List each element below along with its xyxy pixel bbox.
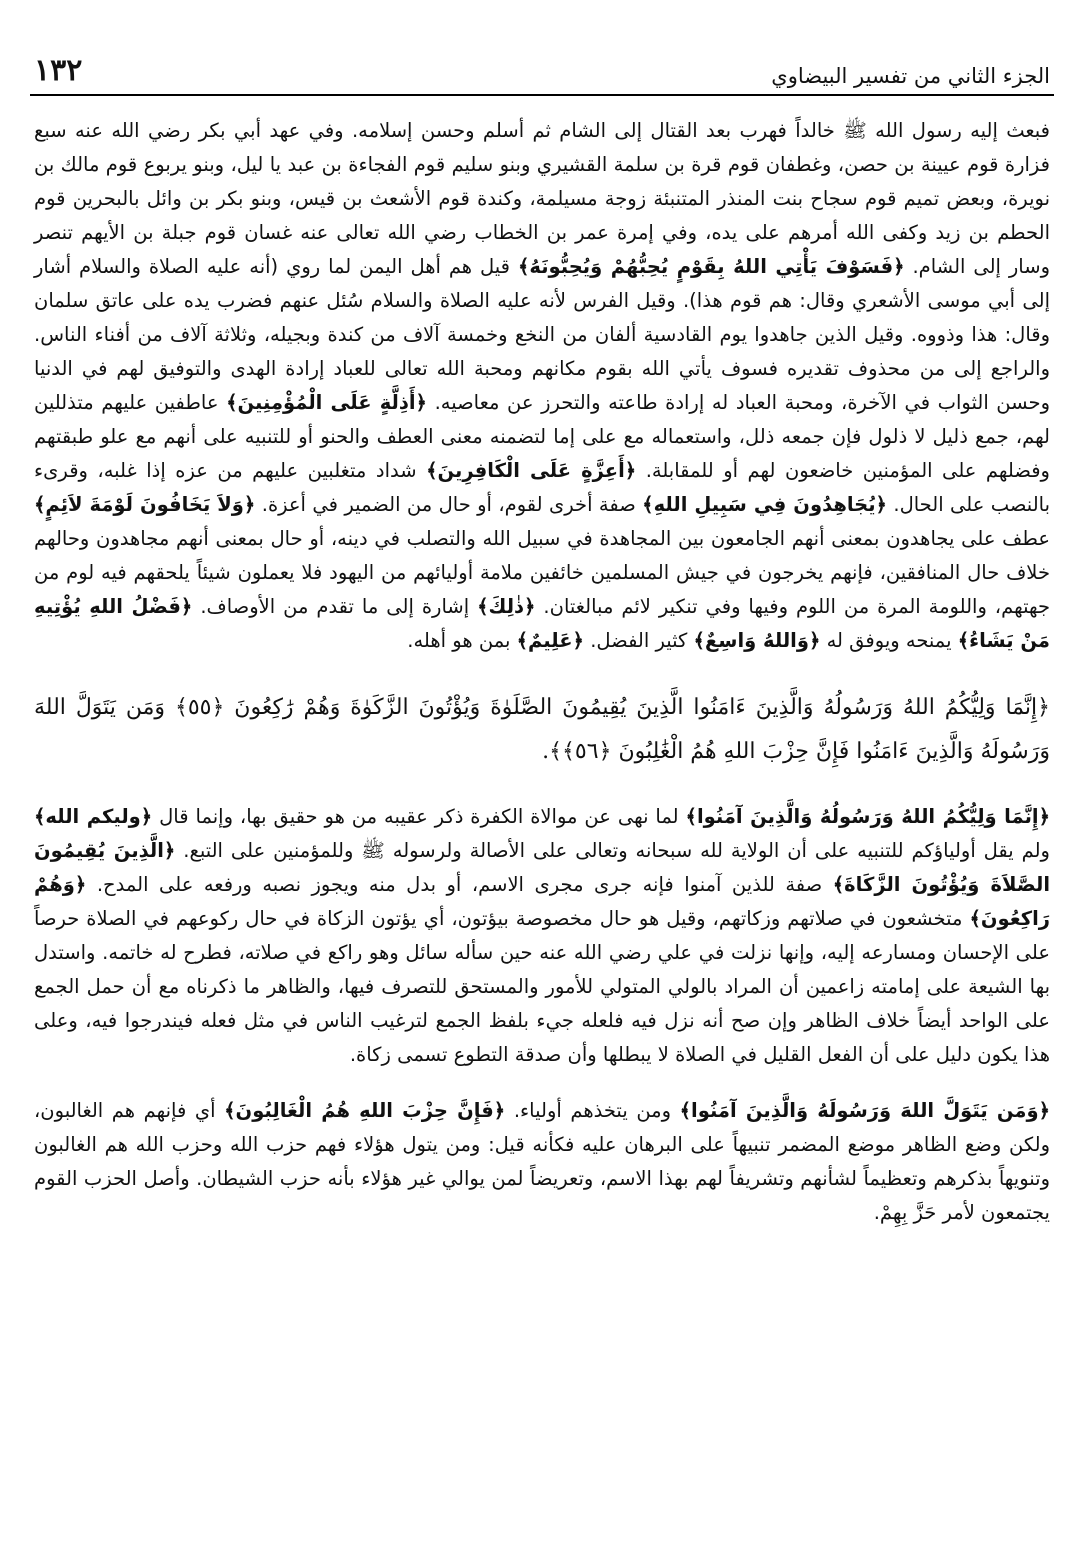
text-segment: ومن يتخذهم أولياء. <box>513 1099 672 1122</box>
text-segment: كثير الفضل. <box>590 629 688 652</box>
paragraph-1 <box>30 114 1054 658</box>
text-segment: أي فإنهم هم الغالبون، ولكن وضع الظاهر موضع المضمر تنبيهاً على البرهان عليه فكأنه قيل: ومن يتول هؤلاء فهم حزب الله وحزب الله هم الغالبون وتنويهاً بذكرهم وتعظيماً لشأنهم وتشريفاً لهم بهذا الاسم، وتعريضاً لمن يوالي غير هؤلاء بأنه حزب الشيطان. وأصل الحزب القوم يجتمعون لأمر حَزَّ بِهِمْ. <box>34 1099 1050 1224</box>
quran-quote: ﴿وَهُمْ رَاكِعُونَ﴾ <box>34 873 1050 930</box>
text-segment: بمن هو أهله. <box>407 629 511 652</box>
quran-quote: ﴿الَّذِينَ يُقِيمُونَ الصَّلاَةَ وَيُؤْتُونَ الزَّكَاةَ﴾ <box>34 839 1051 896</box>
text-segment: لما نهى عن موالاة الكفرة ذكر عقيبه من هو حقيق بها، وإنما قال <box>159 805 679 828</box>
text-segment: عطف على يجاهدون بمعنى أنهم الجامعون بين المجاهدة في سبيل الله والتصلب في دينه، أو حال بمعنى أنهم مجاهدون وحالهم خلاف حال المنافقين، فإنهم يخرجون في جيش المسلمين خائفين ملامة أوليائهم من اليهود فلا يعملون شيئاً يلحقهم فيه لوم من جهتهم، واللومة المرة من اللوم وفيها وفي تنكير لائم مبالغتان. <box>34 527 1050 618</box>
quran-quote: ﴿أَذِلَّةٍ عَلَى الْمُؤْمِنِينَ﴾ <box>226 391 427 414</box>
quran-quote: ﴿وَاللهُ وَاسِعٌ﴾ <box>693 629 821 652</box>
quran-quote: ﴿ذٰلِكَ﴾ <box>477 595 536 618</box>
text-segment: قيل هم أهل اليمن لما روي (أنه عليه الصلاة والسلام أشار إلى أبي موسى الأشعري وقال: هم قوم هذا). وقيل الفرس لأنه عليه الصلاة والسلام سُئل عنهم فضرب يده على عاتق سلمان وقال: هذا وذووه. وقيل الذين جاهدوا يوم القادسية ألفان من النخع وخمسة آلاف من كندة وبجيله، وثلاثة آلاف من أفناء الناس. والراجع إلى من محذوف تقديره فسوف يأتي الله بقوم مكانهم ومحبة الله تعالى للعباد إرادة الهدى والتوفيق لهم في الدنيا وحسن الثواب في الآخرة، ومحبة العباد له إرادة طاعته والتحرز عن معاصيه. <box>34 255 1051 414</box>
text-segment: يمنحه ويوفق له <box>826 629 952 652</box>
quran-verse-block: ﴿إِنَّمَا وَلِيُّكُمُ اللهُ وَرَسُولُهُ وَالَّذِينَ ءَامَنُوا الَّذِينَ يُقِيمُونَ الصَّلَوٰةَ وَيُؤْتُونَ الزَّكَوٰةَ وَهُمْ رَٰكِعُونَ ﴿٥٥﴾ وَمَن يَتَوَلَّ اللهَ وَرَسُولَهُ وَالَّذِينَ ءَامَنُوا فَإِنَّ حِزْبَ اللهِ هُمُ الْغَٰلِبُونَ ﴿٥٦﴾﴾. <box>34 695 1051 764</box>
page-number: ١٣٢ <box>34 53 83 88</box>
quran-quote: ﴿عَلِيمٌ﴾ <box>516 629 584 652</box>
page-header <box>30 40 1054 96</box>
text-segment: متخشعون في صلاتهم وزكاتهم، وقيل هو حال مخصوصة بيؤتون، أي يؤتون الزكاة في حال ركوعهم في الصلاة حرصاً على الإحسان ومسارعه إليه، وإنها نزلت في علي رضي الله عنه حين سأله سائل وهو راكع في صلاته، فطرح له خاتمه. واستدل بها الشيعة على إمامته زاعمين أن المراد بالولي المتولي للأمور والمستحق للتصرف فيها، والظاهر ما ذكرناه مع أن حمل الجمع على الواحد أيضاً خلاف الظاهر وإن صح أنه نزل فيه فلعله جيء بلفظ الجمع لترغيب الناس في مثل فعله فيندرجوا فيه، وعلى هذا يكون دليل على أن الفعل القليل في الصلاة لا يبطلها وأن صدقة التطوع تسمى زكاة. <box>34 907 1050 1066</box>
page <box>30 40 1054 1230</box>
quran-quote: ﴿يُجَاهِدُونَ فِي سَبِيلِ اللهِ﴾ <box>642 493 887 516</box>
quran-quote: ﴿وَلاَ يَخَافُونَ لَوْمَةَ لاَئِمٍ﴾ <box>34 493 256 516</box>
quran-quote: ﴿وليكم الله﴾ <box>34 805 153 828</box>
text-segment: صفة للذين آمنوا فإنه جرى مجرى الاسم، أو بدل منه ويجوز نصبه ورفعه على المدح. <box>96 873 823 896</box>
quran-quote: ﴿فَضْلُ اللهِ يُؤْتِيهِ مَنْ يَشَاءُ﴾ <box>34 595 1050 652</box>
quran-quote: ﴿أَعِزَّةٍ عَلَى الْكَافِرِينَ﴾ <box>426 459 637 482</box>
text-segment: فبعث إليه رسول الله ﷺ خالداً فهرب بعد القتال إلى الشام ثم أسلم وحسن إسلامه. وفي عهد أبي بكر رضي الله عنه سبع فزارة قوم عيينة بن حصن، وغطفان قوم قرة بن سلمة القشيري وبنو سليم قوم الفجاءة بن عبد يا ليل، وبنو يربوع قوم مالك بن نويرة، وبعض تميم قوم سجاح بنت المنذر المتنبئة زوجة مسيلمة، وكندة قوم الأشعث بن قيس، وبنو بكر بن وائل بالبحرين قوم الحطم بن زيد وكفى الله أمرهم على يده، وفي إمرة عمر بن الخطاب رضي الله تعالى عنه غسان قوم جبلة بن الأيهم تنصر وسار إلى الشام. <box>34 119 1051 278</box>
text-segment: صفة أخرى لقوم، أو حال من الضمير في أعزة. <box>261 493 636 516</box>
text-segment: عاطفين عليهم متذللين لهم، جمع ذليل لا ذلول فإن جمعه ذلل، واستعماله مع على إما لتضمنه معنى العطف والحنو أو للتنبيه على أنهم مع علو طبقتهم وفضلهم على المؤمنين خاضعون لهم أو للمقابلة. <box>34 391 1050 482</box>
quran-quote: ﴿وَمَن يَتَوَلَّ اللهَ وَرَسُولَهُ وَالَّذِينَ آمَنُوا﴾ <box>679 1099 1051 1122</box>
text-segment: إشارة إلى ما تقدم من الأوصاف. <box>200 595 470 618</box>
commentary-body <box>30 114 1054 1230</box>
paragraph-2 <box>30 800 1054 1072</box>
quran-quote: ﴿فَسَوْفَ يَأْتِي اللهُ بِقَوْمٍ يُحِبُّهُمْ وَيُحِبُّونَهُ﴾ <box>517 255 905 278</box>
text-segment: ولم يقل أولياؤكم للتنبيه على أن الولاية لله سبحانه وتعالى على الأصالة ولرسوله ﷺ وللمؤمنين على التبع. <box>183 839 1050 862</box>
quran-quote: ﴿إِنَّمَا وَلِيُّكُمُ اللهُ وَرَسُولُهُ وَالَّذِينَ آمَنُوا﴾ <box>685 805 1051 828</box>
quran-quote: ﴿فَإِنَّ حِزْبَ اللهِ هُمُ الْغَالِبُونَ﴾ <box>224 1099 506 1122</box>
paragraph-3 <box>30 1094 1054 1230</box>
text-segment: شداد متغلبين عليهم من عزه إذا غلبه، وقرىء بالنصب على الحال. <box>34 459 1051 516</box>
running-title: الجزء الثاني من تفسير البيضاوي <box>771 64 1050 88</box>
